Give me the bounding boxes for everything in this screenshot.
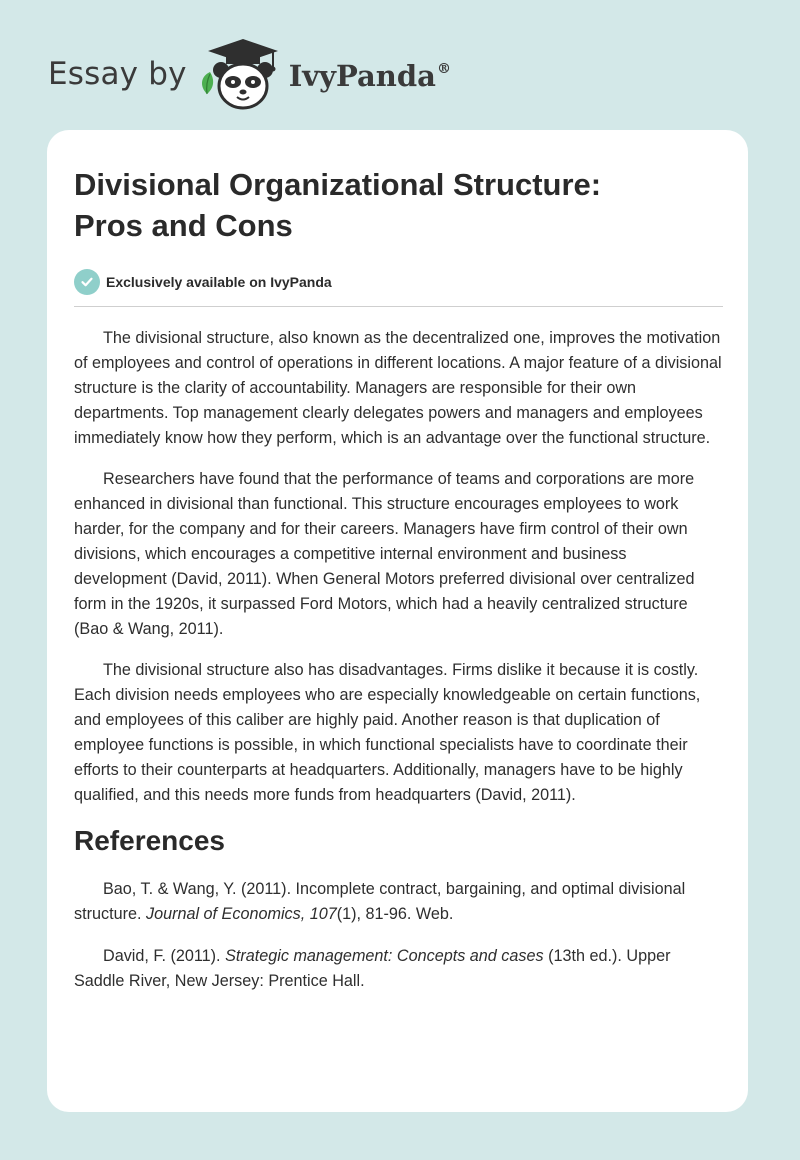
reference-item-bao-wang [74,877,723,927]
reference-item-david [74,944,723,994]
essay-title-line-2: Pros and Cons [74,208,293,243]
check-circle-icon [74,269,100,295]
exclusive-notice [74,268,723,296]
reference-2-details: (13th ed.). Upper Saddle River, New Jersey: Prentice Hall. [74,947,671,990]
brand-name [289,59,451,93]
site-header [48,36,451,112]
reference-1-journal: Journal of Economics, 107 [145,905,337,923]
panda-graduate-logo-icon [193,36,289,112]
essay-title [74,164,723,246]
paragraph-3: The divisional structure also has disadvantages. Firms dislike it because it is costly. Each division needs employees who are especially knowledgeable on certain functions, and employees of this caliber are highly paid. Another reason is that duplication of employee functions is possible, in which functional specialists have to coordinate their efforts to their counterparts at headquarters. Additionally, managers have to be highly qualified, and this needs more funds from headquarters (David, 2011). [74,661,701,804]
reference-1-text: Bao, T. & Wang, Y. (2011). Incomplete contract, bargaining, and optimal divisional structure. [74,880,686,923]
references-heading: References [74,825,225,856]
reference-2-title: Strategic management: Concepts and cases [225,947,544,965]
paragraph-1: The divisional structure, also known as the decentralized one, improves the motivation of employees and control of operations in different locations. A major feature of a divisional structure is the clarity of accountability. Managers are responsible for their own departments. Top management clearly delegates powers and managers and employees immediately know how they perform, which is an advantage over the functional structure. [74,329,722,447]
reference-2-text: David, F. (2011). [103,947,226,965]
essay-title-line-1: Divisional Organizational Structure: [74,167,602,202]
reference-1-details: (1), 81-96. Web. [336,905,454,923]
title-divider [74,306,723,307]
registered-mark: ® [436,61,451,77]
essay-card [47,130,748,1112]
paragraph-2: Researchers have found that the performance of teams and corporations are more enhanced in divisional than functional. This structure encourages employees to work harder, for the company and for their careers. Managers have firm control of their own divisions, which encourages a competitive internal environment and business development (David, 2011). When General Motors preferred divisional over centralized form in the 1920s, it surpassed Ford Motors, which had a heavily centralized structure (Bao & Wang, 2011). [74,470,695,638]
essay-content [74,164,723,1011]
essay-body [74,326,723,808]
brand-name-text: IvyPanda [288,59,436,93]
references-list [74,877,723,994]
essay-by-label: Essay by [48,56,187,92]
exclusive-label: Exclusively available on IvyPanda [106,274,332,290]
